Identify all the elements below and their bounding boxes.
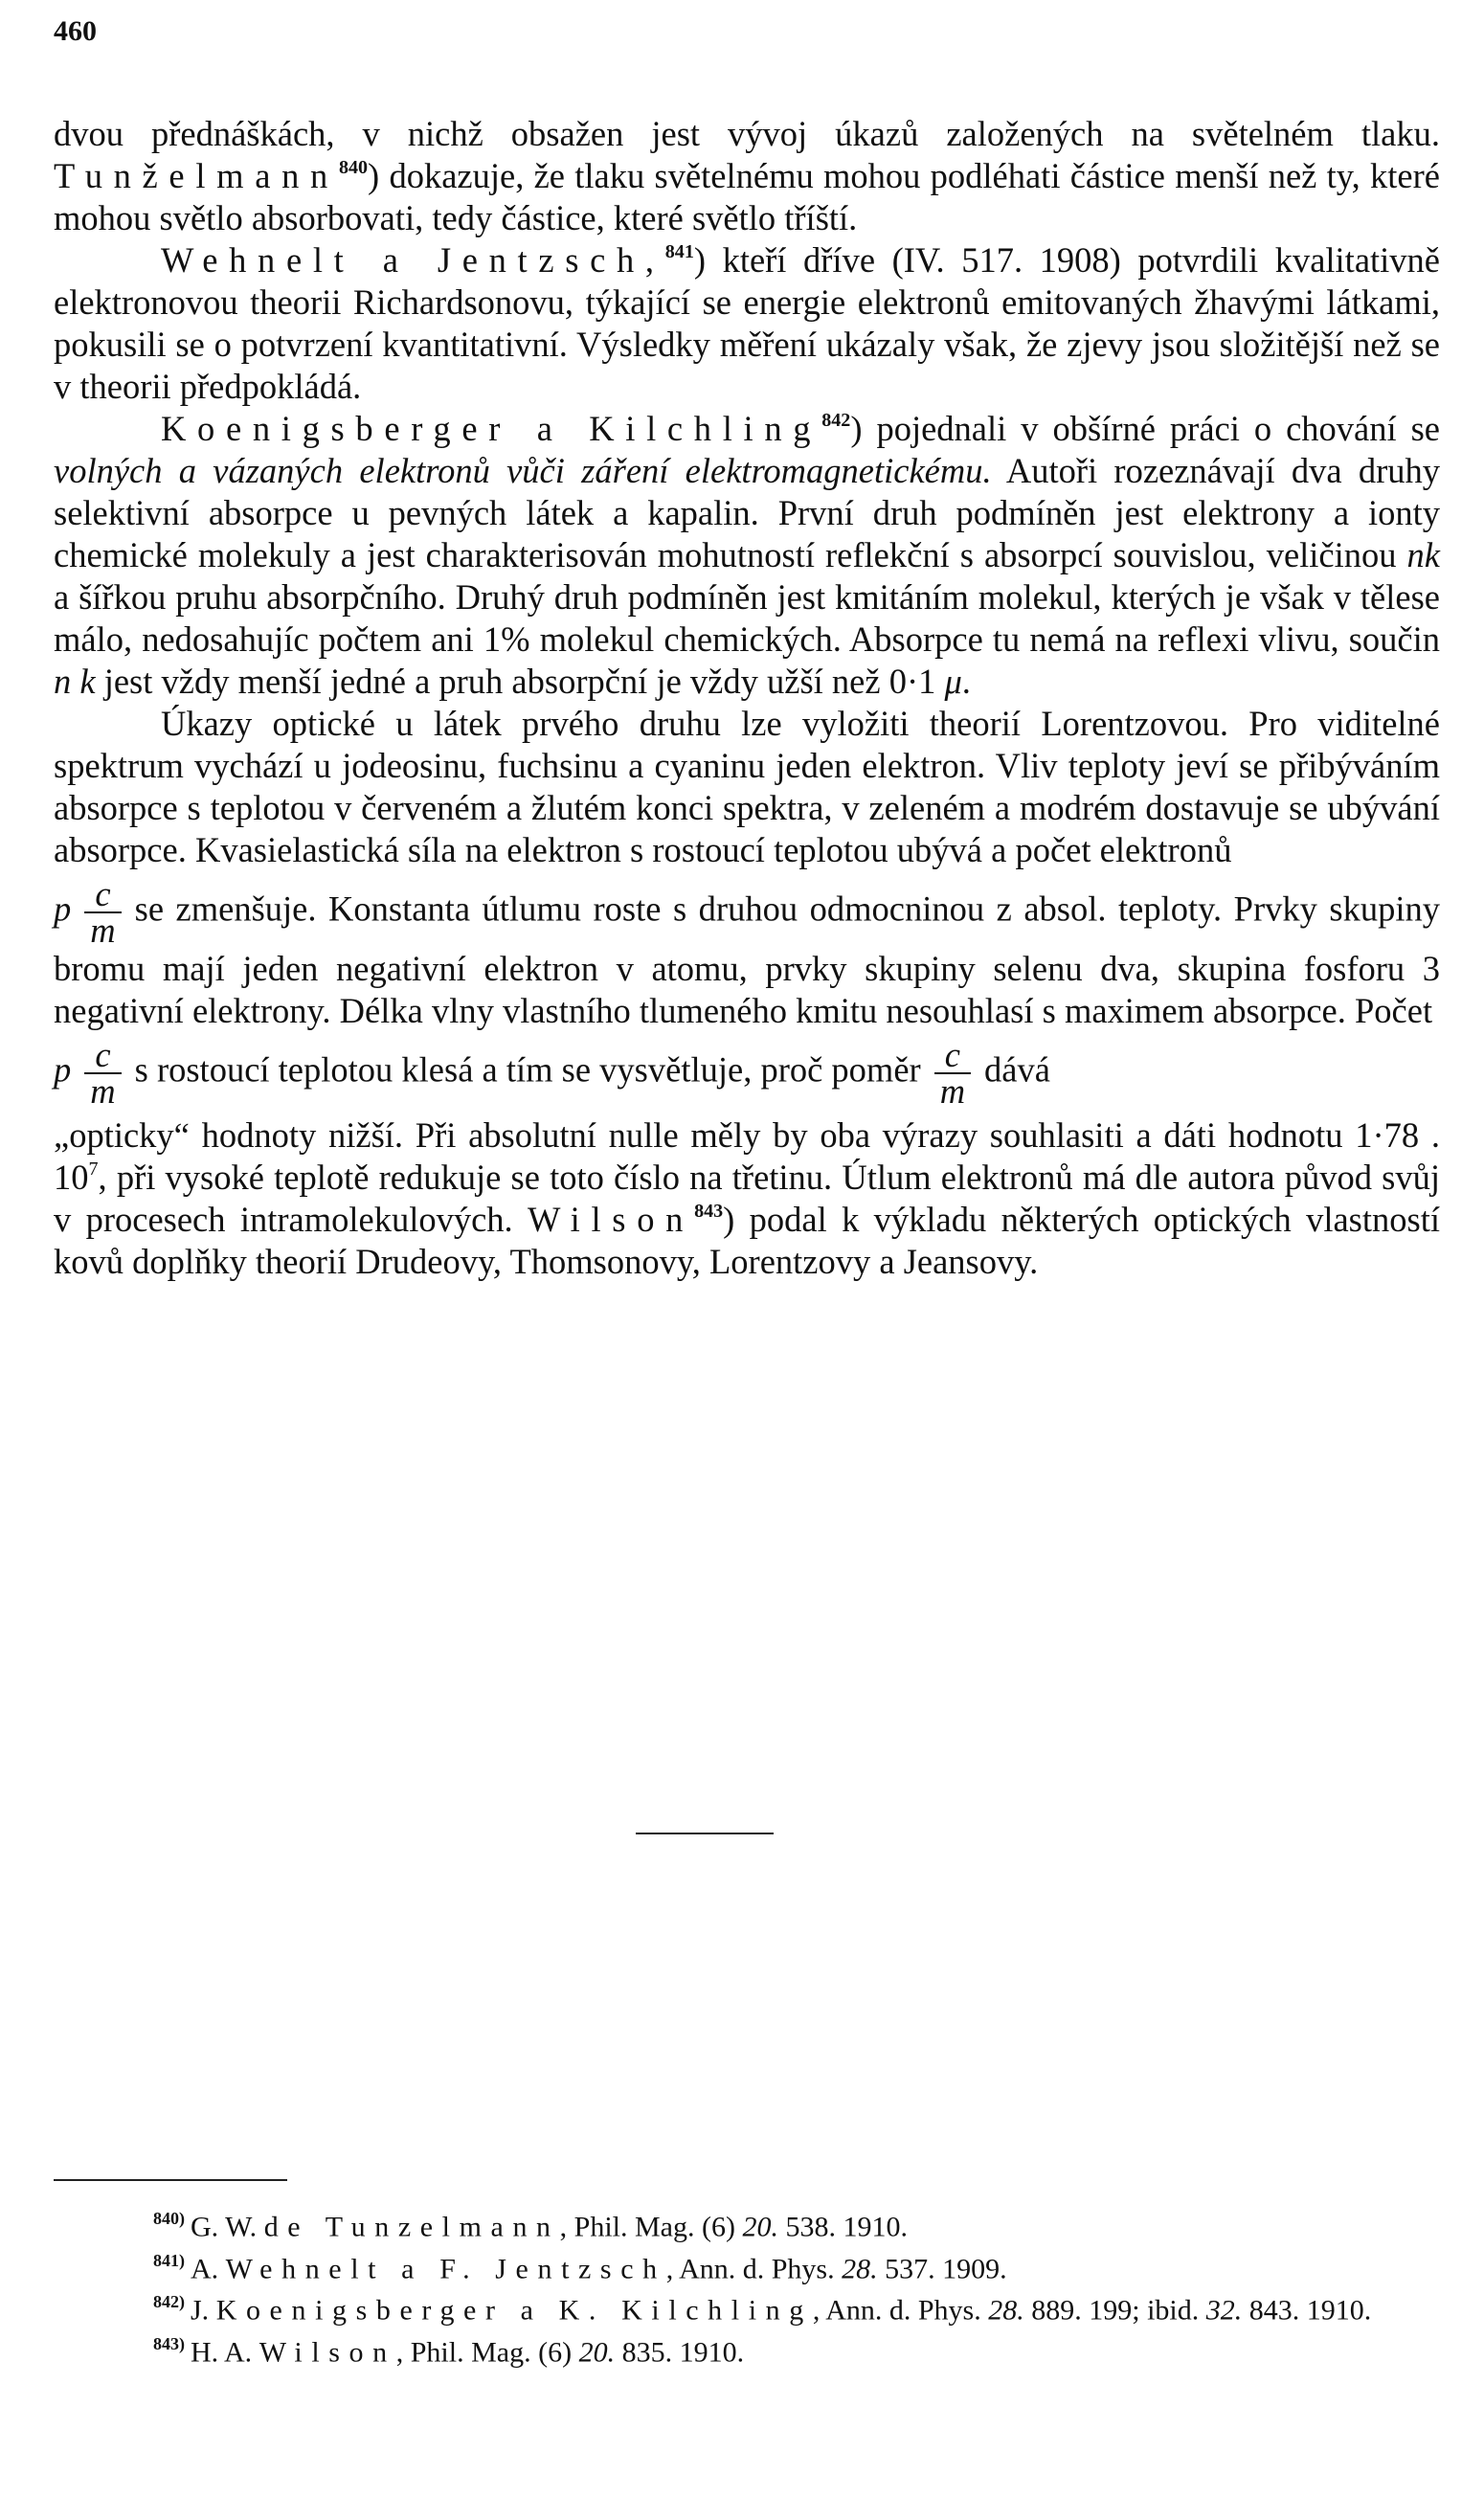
text-run: ) podal k výkladu některých optických vlastností kovů doplňky theorií Drudeovy, Thomsonovy, Lorentzovy a Jeansovy. [54,1200,1440,1281]
formula-line-2 [54,1035,1440,1111]
footnote-843 [54,2328,1440,2370]
text-run: Úkazy optické u látek prvého druhu lze vyložiti theorií Lorentzovou. Pro viditelné spektrum vychází u jodeosinu, fuchsinu a cyaninu jeden elektron. Vliv teploty jeví se přibýváním absorpce s teplotou v červeném a žlutém konci spektra, v zeleném a modrém dostavuje se ubývání absorpce. Kvasielastická síla na elektron s rostoucí teplotou ubývá a počet elektronů [54,704,1440,869]
text-run: 537. 1909. [877,2253,1007,2285]
text-run: , Ann. d. Phys. [665,2253,843,2285]
fraction-numerator: c [84,1038,121,1074]
footnote-rule [54,2179,287,2181]
footnote-mark: 843) [153,2333,185,2353]
exponent: 7 [88,1158,99,1180]
footnote-mark: 842) [153,2292,185,2312]
author-name: Wehnelt a F. Jentzsch [225,2253,666,2285]
text-run: J. [191,2294,216,2327]
fraction-denominator: m [90,1071,116,1111]
paragraph-4 [54,703,1440,871]
footnote-mark: 840) [153,2209,185,2228]
fraction [84,1035,121,1111]
author-name: Koenigsberger a Kilchling [161,409,822,448]
fraction [934,1035,971,1111]
text-run: jest vždy menší jedné a pruh absorpční je vždy užší než 0·1 [95,662,945,701]
fraction-denominator: m [90,911,116,950]
footnote-ref[interactable]: 842 [821,409,851,431]
author-name: Koenigsberger a K. Kilchling [215,2294,813,2327]
volume: 28. [842,2253,878,2285]
body-text [54,113,1440,1283]
math-symbol: n k [54,662,96,701]
text-run: 889. 199; ibid. [1023,2294,1206,2327]
text-run: se zmenšuje. Konstanta útlumu roste s druhou odmocninou z absol. teploty. Prvky skupiny bromu mají jeden negativní elektron v atomu, prvky skupiny selenu dva, skupina fosforu 3 negativní elektrony. Délka vlny vlastního tlumeného kmitu nesouhlasí s maximem absorpce. Počet [54,888,1440,1030]
text-run: Autoři rozeznávají dva druhy selektivní absorpce u pevných látek a kapalin. První druh podmíněn jest elektrony a ionty chemické molekuly a jest charakterisován mohutností reflekční s absorpcí souvislou, veličinou [54,451,1441,574]
text-run: . [961,662,971,701]
text-run: dává [984,1049,1050,1090]
math-symbol: p [54,1049,72,1090]
math-symbol: μ [944,662,962,701]
footnotes [54,2202,1440,2369]
author-name: Tunželmann [54,156,339,195]
volume: 32. [1205,2294,1243,2327]
footnote-842 [54,2285,1440,2328]
fraction-denominator: m [939,1071,966,1111]
text-run: H. A. [191,2336,259,2369]
text-run: s rostoucí teplotou klesá a tím se vysvětluje, proč poměr [134,1049,921,1090]
author-name: Wilson [528,1200,695,1239]
volume: 20. [742,2211,778,2243]
paragraph-4-continued [54,1114,1440,1283]
footnote-840 [54,2202,1440,2244]
paragraph-3 [54,408,1440,703]
text-run: ) pojednali v obšírné práci o chování se [850,409,1440,448]
formula-line-1 [54,874,1440,1032]
page-number: 460 [54,15,97,47]
fraction-numerator: c [934,1038,971,1074]
volume: 20. [578,2336,616,2369]
text-run: , Phil. Mag. (6) [395,2336,579,2369]
text-run: a šířkou pruhu absorpčního. Druhý druh podmíněn jest kmitáním molekul, kterých je však v tělese málo, nedosahujíc počtem ani 1% molekul chemických. Absorpce tu nemá na reflexi vlivu, součin [54,577,1440,659]
author-name: de Tunzelmann [263,2211,560,2243]
math-symbol: nk [1406,535,1440,574]
text-run: A. [191,2253,226,2285]
text-run: 538. 1910. [777,2211,908,2243]
volume: 28. [988,2294,1024,2327]
text-run: ) dokazuje, že tlaku světelnému mohou podléhati částice menší než ty, které mohou světlo absorbovati, tedy částice, které světlo tříští. [54,156,1440,237]
work-title: volných a vázaných elektronů vůči záření elektromagnetickému. [54,451,992,490]
footnote-ref[interactable]: 843 [694,1200,724,1222]
fraction-numerator: c [84,877,121,913]
author-name: Wehnelt a Jentzsch, [161,240,665,280]
footnote-mark: 841) [153,2250,185,2270]
fraction [84,874,121,950]
text-run: ) kteří dříve (IV. 517. 1908) potvrdili kvalitativně elektronovou theorii Richardsonovu, týkající se energie elektronů emitovaných žhavými látkami, pokusili se o potvrzení kvantitativní. Výsledky měření ukázaly však, že zjevy jsou složitější než se v theorii předpokládá. [54,240,1440,406]
footnote-ref[interactable]: 840 [338,156,369,178]
author-name: Wilson [259,2336,396,2369]
math-symbol: p [54,888,72,929]
text-run: , Phil. Mag. (6) [559,2211,743,2243]
paragraph-2 [54,239,1440,408]
text-run: , při vysoké teplotě redukuje se toto číslo na třetinu. Útlum elektronů má dle autora původ svůj v procesech intramolekulových. [54,1158,1440,1239]
paragraph-1 [54,113,1440,239]
footnote-ref[interactable]: 841 [664,240,694,262]
footnote-841 [54,2244,1440,2286]
section-separator [636,1833,774,1834]
text-run: 843. 1910. [1242,2294,1372,2327]
text-run: „opticky“ hodnoty nižší. Při absolutní nulle měly by oba výrazy souhlasiti a dáti hodnotu 1·78 . 10 [54,1115,1440,1197]
text-run: 835. 1910. [615,2336,745,2369]
text-run: dvou přednáškách, v nichž obsažen jest vývoj úkazů založených na světelném tlaku. [54,114,1440,153]
text-run: , Ann. d. Phys. [812,2294,989,2327]
text-run: G. W. [191,2211,264,2243]
